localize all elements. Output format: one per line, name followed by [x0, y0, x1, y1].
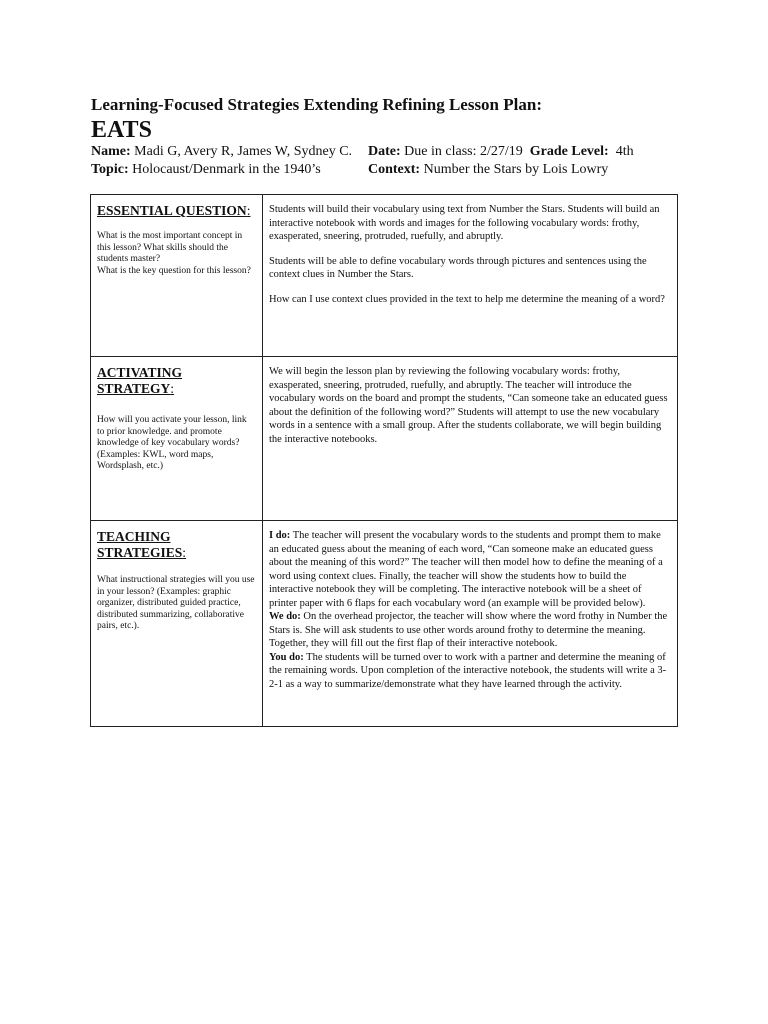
essential-question-cell: [91, 195, 263, 357]
activating-strategy-row: [91, 357, 678, 521]
date-value: Due in class: 2/27/19: [404, 144, 523, 159]
activating-strategy-content: [263, 357, 678, 521]
date-label: Date:: [368, 144, 401, 159]
context-label: Context:: [368, 162, 421, 177]
meta-row-topic-context: [91, 161, 691, 179]
you-do-text: The students will be turned over to work with a partner and determine the meaning of the remaining words. Upon completion of the interactive notebook, the students will write a 3-2-1 as a way to summarize/demonstrate what they have learned through the activity.: [269, 651, 667, 690]
we-do-block: [269, 610, 671, 651]
we-do-text: On the overhead projector, the teacher will show where the word frothy in Number the Stars is. She will ask students to use other words around frothy to determine the meaning. Together, they will fill out the first flap of their interactive notebook.: [269, 611, 668, 649]
section-prompt: How will you activate your lesson, link to prior knowledge. and promote knowledge of key vocabulary words? (Examples: KWL, word maps, Wordsplash, etc.): [97, 415, 247, 471]
content-paragraph: How can I use context clues provided in the text to help me determine the meaning of a word?: [269, 293, 665, 305]
you-do-label: You do:: [269, 651, 304, 663]
i-do-text: The teacher will present the vocabulary words to the students and prompt them to make an educated guess about the meaning of each word, “Can someone make an educated guess about the meaning of this word?” The teacher will then model how to define the meaning of a word using context clues. Finally, the teacher will show the students how to build the interactive notebook they will be completing. The interactive notebook will be a sheet of printer paper with 6 flaps for each vocabulary word (an example will be provided below).: [269, 530, 663, 609]
grade-value: 4th: [615, 144, 634, 159]
document-subtitle: EATS: [91, 117, 152, 143]
essential-question-row: [91, 195, 678, 357]
name-label: Name:: [91, 144, 131, 159]
teaching-strategies-cell: [91, 521, 263, 727]
topic-value: Holocaust/Denmark in the 1940’s: [132, 162, 321, 177]
content-paragraph: Students will be able to define vocabulary words through pictures and sentences using the context clues in Number the Stars.: [269, 255, 647, 280]
activating-strategy-cell: [91, 357, 263, 521]
section-prompt: What is the most important concept in this lesson? What skills should the students master? What is the key question for this lesson?: [97, 231, 251, 276]
name-value: Madi G, Avery R, James W, Sydney C.: [134, 144, 353, 159]
teaching-strategies-content: [263, 521, 678, 727]
meta-row-name-date: [91, 143, 691, 161]
lesson-plan-table: [90, 194, 678, 727]
i-do-block: [269, 529, 671, 610]
document-header: [91, 95, 691, 179]
grade-label: Grade Level:: [529, 144, 609, 159]
context-value: Number the Stars by Lois Lowry: [423, 162, 609, 177]
section-title: ESSENTIAL QUESTION:: [97, 203, 251, 218]
we-do-label: We do:: [269, 611, 301, 622]
topic-label: Topic:: [91, 162, 129, 177]
teaching-strategies-row: [91, 521, 678, 727]
content-paragraph: Students will build their vocabulary using text from Number the Stars. Students will build an interactive notebook with words and images for the following vocabulary words: frothy, exasperated, sneering, protruded, ruefully, and abruptly.: [269, 204, 660, 242]
document-title: Learning-Focused Strategies Extending Refining Lesson Plan:: [91, 95, 542, 114]
section-prompt: What instructional strategies will you use in your lesson? (Examples: graphic organizer, distributed guided practice, distributed summarizing, collaborative pairs, etc.).: [97, 575, 255, 631]
essential-question-content: [263, 195, 678, 357]
section-title: TEACHING STRATEGIES:: [97, 529, 187, 560]
you-do-block: [269, 651, 671, 692]
i-do-label: I do:: [269, 530, 291, 541]
content-paragraph: We will begin the lesson plan by reviewing the following vocabulary words: frothy, exasperated, sneering, protruded, ruefully, and abruptly. The teacher will introduce the vocabulary words on the board and prompt the students, “Can someone take an educated guess about the definition of the following word?” Students will attempt to use the new vocabulary words in a sentence with a small group. After the students collaborate, we will begin building the interactive notebooks.: [269, 366, 668, 445]
section-title: ACTIVATING STRATEGY:: [97, 365, 183, 396]
